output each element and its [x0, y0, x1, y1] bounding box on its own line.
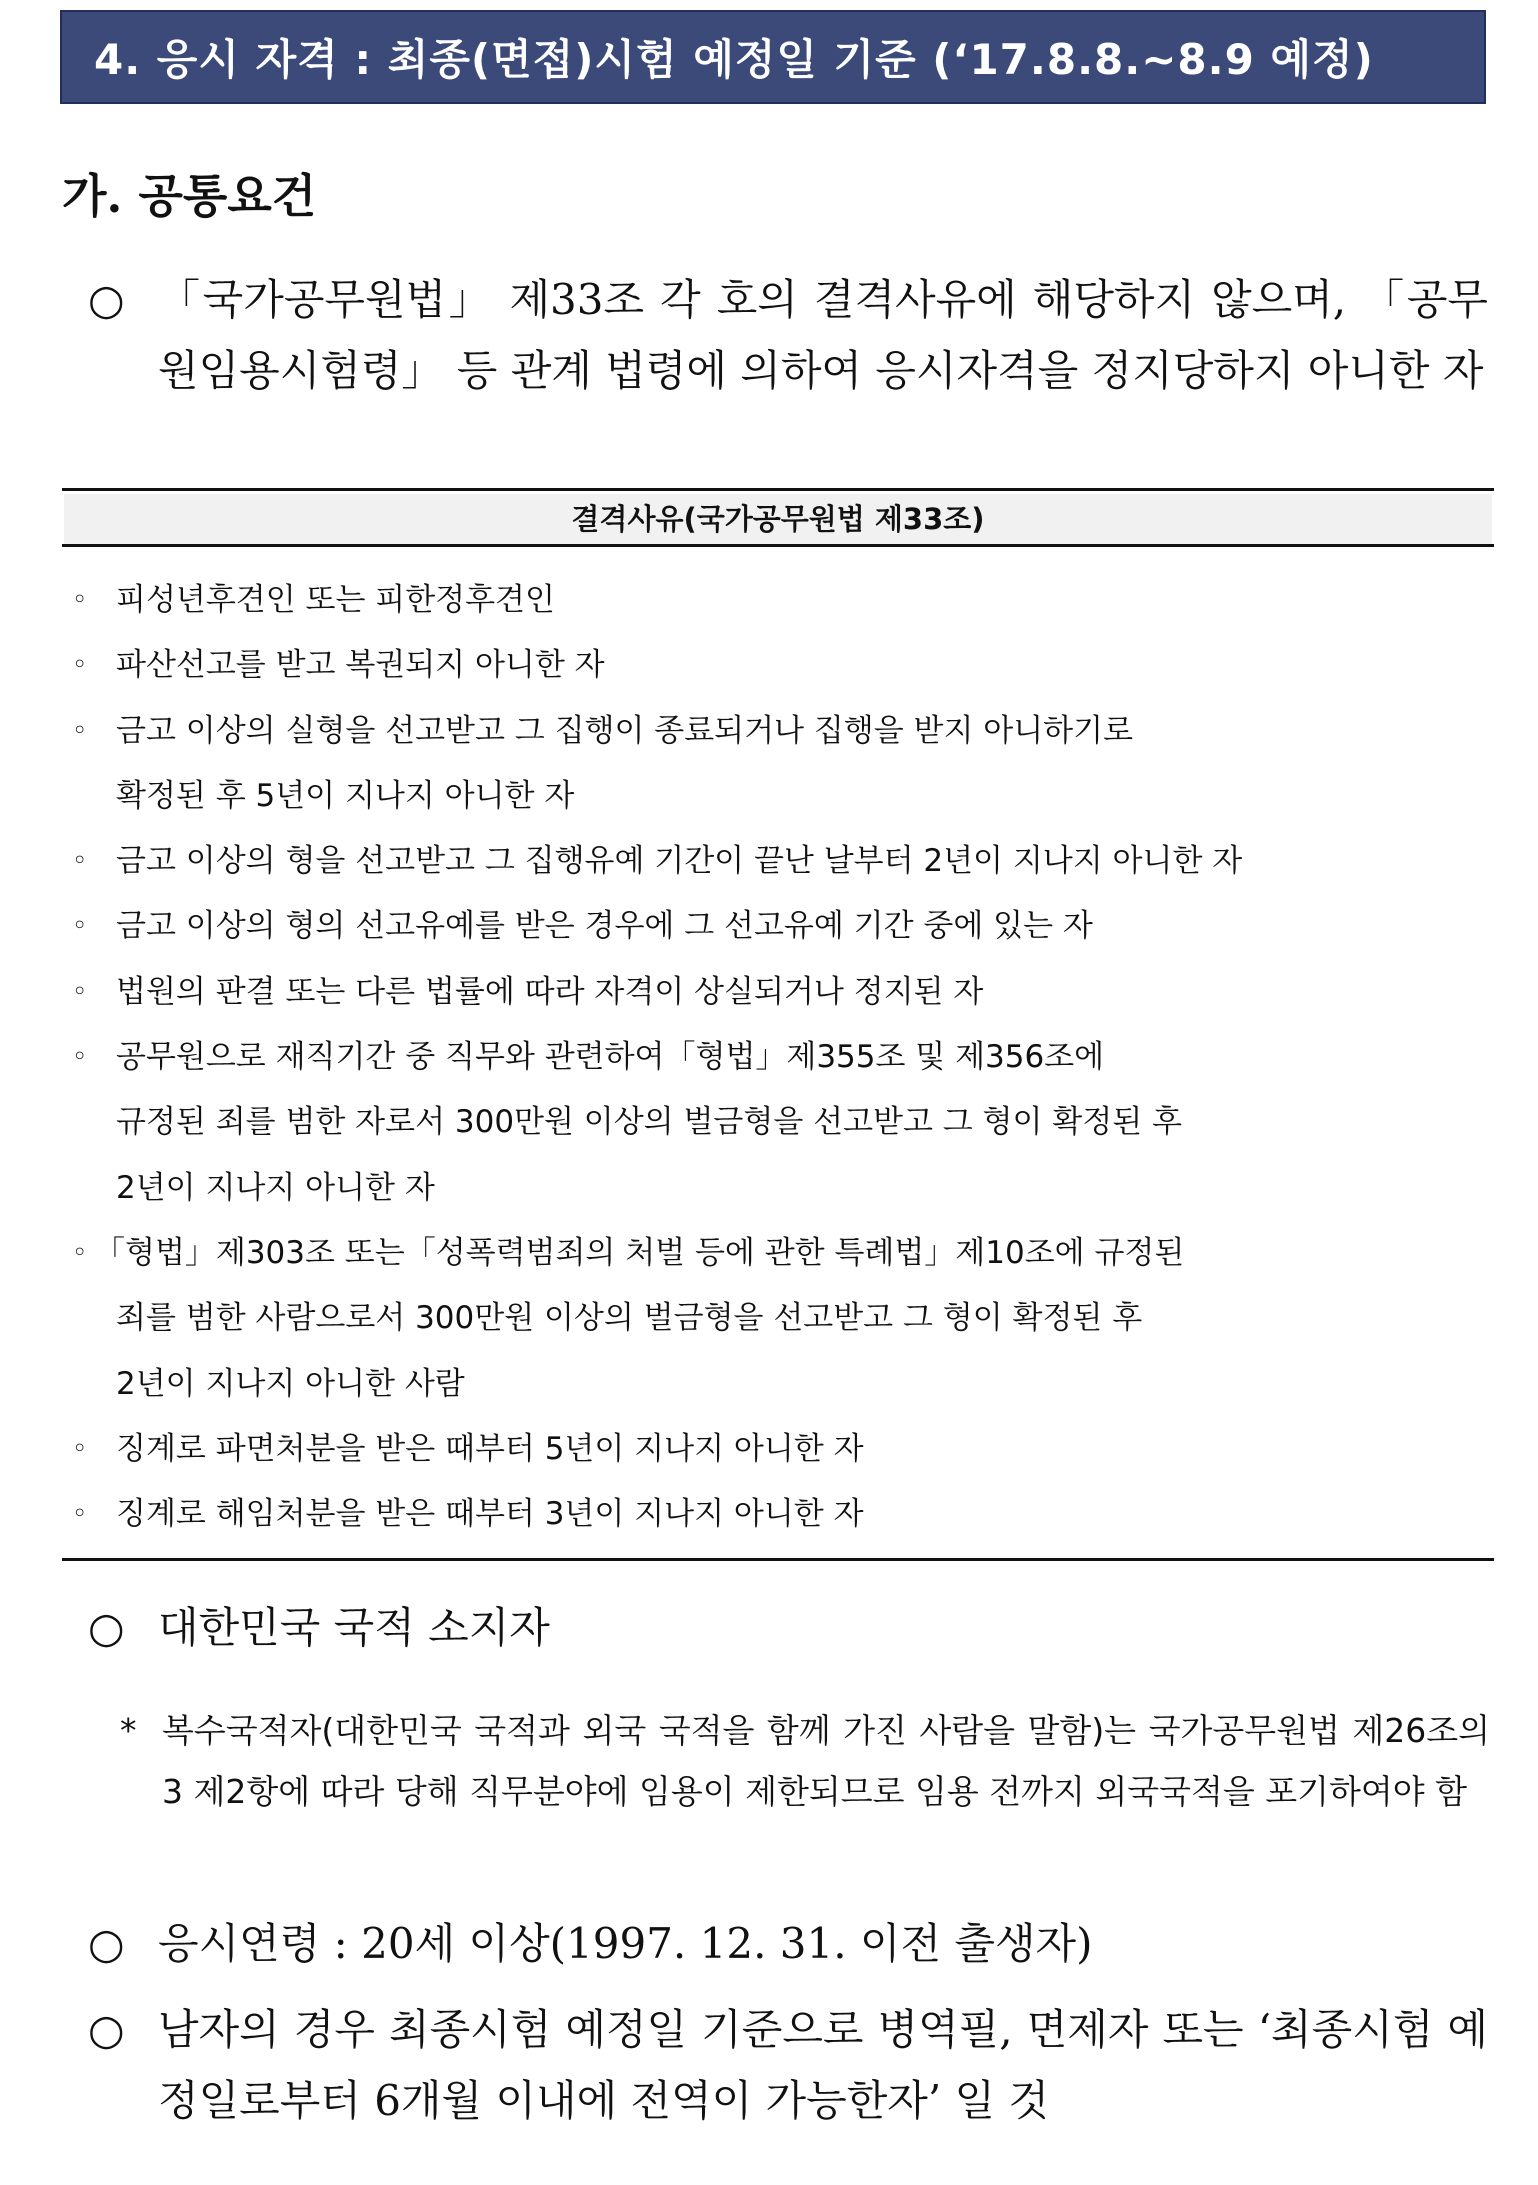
requirement-2-text: 대한민국 국적 소지자 [158, 1603, 550, 1652]
list-item [72, 829, 1472, 894]
list-item-line: 공무원으로 재직기간 중 직무와 관련하여「형법」제355조 및 제356조에 [116, 1039, 1105, 1076]
requirement-1 [88, 264, 1488, 406]
list-item-line: 금고 이상의 형의 선고유예를 받은 경우에 그 선고유예 기간 중에 있는 자 [116, 908, 1093, 945]
disqualification-list [72, 568, 1472, 1547]
list-item-line: 징계로 해임처분을 받은 때부터 3년이 지나지 아니한 자 [116, 1496, 864, 1533]
list-item [72, 568, 1472, 633]
small-circle-bullet-icon: ◦ [72, 585, 88, 615]
section-header-title: 4. 응시 자격 : 최종(면접)시험 예정일 기준 (‘17.8.8.~8.9 예정) [94, 35, 1374, 84]
dual-nationality-note [120, 1700, 1490, 1822]
requirement-2 [88, 1592, 1488, 1663]
list-item [72, 1482, 1472, 1547]
list-item [72, 699, 1472, 830]
disqualification-heading: 결격사유(국가공무원법 제33조) [64, 494, 1492, 544]
list-item [72, 960, 1472, 1025]
list-item-line: 파산선고를 받고 복권되지 아니한 자 [116, 647, 605, 684]
list-item [72, 1221, 1472, 1417]
list-item-line: 징계로 파면처분을 받은 때부터 5년이 지나지 아니한 자 [116, 1430, 864, 1467]
note-text: 복수국적자(대한민국 국적과 외국 국적을 함께 가진 사람을 말함)는 국가공무원법 제26조의3 제2항에 따라 당해 직무분야에 임용이 제한되므로 임용 전까지 외국국적을 포기하여야 함 [162, 1711, 1490, 1811]
list-item-line: 금고 이상의 실형을 선고받고 그 집행이 종료되거나 집행을 받지 아니하기로 [116, 712, 1134, 749]
requirement-4 [88, 1994, 1488, 2136]
small-circle-bullet-icon: ◦ [72, 976, 88, 1007]
asterisk-icon: * [120, 1711, 137, 1750]
requirement-1-text: 「국가공무원법」 제33조 각 호의 결격사유에 해당하지 않으며, 「공무원임용시험령」 등 관계 법령에 의하여 응시자격을 정지당하지 아니한 자 [158, 275, 1488, 395]
list-item-line: 금고 이상의 형을 선고받고 그 집행유예 기간이 끝난 날부터 2년이 지나지 아니한 자 [116, 843, 1243, 880]
circle-bullet-icon: ○ [88, 1919, 125, 1968]
small-circle-bullet-icon: ◦ [72, 846, 88, 877]
table-bottom-rule [62, 1558, 1494, 1561]
small-circle-bullet-icon: ◦ [72, 715, 88, 746]
list-item-line: 확정된 후 5년이 지나지 아니한 자 [116, 777, 575, 814]
list-item-line: 「형법」제303조 또는「성폭력범죄의 처벌 등에 관한 특례법」제10조에 규정된 [94, 1234, 1185, 1271]
list-item-line: 2년이 지나지 아니한 사람 [116, 1365, 465, 1402]
list-item-line: 법원의 판결 또는 다른 법률에 따라 자격이 상실되거나 정지된 자 [116, 973, 984, 1010]
list-item-line: 죄를 범한 사람으로서 300만원 이상의 벌금형을 선고받고 그 형이 확정된 후 [116, 1300, 1143, 1337]
small-circle-bullet-icon: ◦ [72, 1237, 88, 1268]
list-item-line: 2년이 지나지 아니한 자 [116, 1169, 435, 1206]
table-top-rule [62, 488, 1494, 491]
list-item [72, 1417, 1472, 1482]
list-item [72, 633, 1472, 698]
small-circle-bullet-icon: ◦ [72, 1433, 88, 1464]
subsection-title: 가. 공통요건 [62, 169, 317, 223]
table-header-rule [62, 544, 1494, 547]
requirement-3-text: 응시연령 : 20세 이상(1997. 12. 31. 이전 출생자) [158, 1919, 1093, 1968]
list-item-line: 피성년후견인 또는 피한정후견인 [116, 582, 555, 618]
small-circle-bullet-icon: ◦ [72, 1499, 88, 1530]
small-circle-bullet-icon: ◦ [72, 1042, 88, 1073]
small-circle-bullet-icon: ◦ [72, 650, 88, 681]
circle-bullet-icon: ○ [88, 1603, 125, 1652]
requirement-4-text: 남자의 경우 최종시험 예정일 기준으로 병역필, 면제자 또는 ‘최종시험 예정일로부터 6개월 이내에 전역이 가능한자’ 일 것 [158, 2005, 1488, 2125]
circle-bullet-icon: ○ [88, 275, 125, 324]
requirement-3 [88, 1908, 1488, 1979]
section-header [60, 10, 1486, 104]
list-item [72, 894, 1472, 959]
small-circle-bullet-icon: ◦ [72, 911, 88, 942]
list-item-line: 규정된 죄를 범한 자로서 300만원 이상의 벌금형을 선고받고 그 형이 확정된 후 [116, 1104, 1182, 1141]
circle-bullet-icon: ○ [88, 2005, 125, 2054]
list-item [72, 1025, 1472, 1221]
